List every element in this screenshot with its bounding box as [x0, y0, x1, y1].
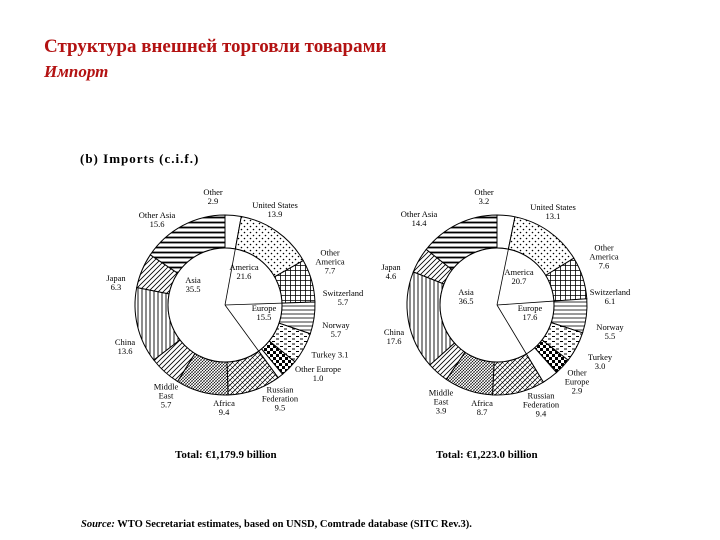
label-united-states: United States 13.9 — [252, 200, 298, 219]
pie-chart-right — [407, 215, 587, 395]
inner-label-europe: Europe 17.6 — [517, 303, 543, 322]
label-russian-federation: Russian Federation 9.5 — [261, 384, 299, 413]
source-text: WTO Secretariat estimates, based on UNSD, Comtrade database (SITC Rev.3). — [117, 519, 472, 530]
label-china: China 13.6 — [114, 337, 136, 356]
label-other-america: Other America 7.7 — [315, 247, 345, 276]
label-united-states: United States 13.1 — [530, 202, 576, 221]
label-japan: Japan 6.3 — [106, 273, 126, 292]
label-turkey: Turkey 3.1 — [311, 349, 349, 360]
inner-label-america: America 21.6 — [229, 262, 259, 281]
label-other-europe: Other Europe 2.9 — [564, 367, 590, 396]
inner-label-asia: Asia 36.5 — [458, 287, 474, 306]
pie-chart-left — [135, 215, 315, 395]
label-japan: Japan 4.6 — [381, 262, 401, 281]
total-left: Total: €1,179.9 billion — [175, 449, 277, 461]
label-china: China 17.6 — [383, 327, 405, 346]
label-other-europe: Other Europe 1.0 — [294, 364, 342, 383]
page-title: Структура внешней торговли товарами — [44, 36, 387, 57]
inner-label-america: America 20.7 — [504, 267, 534, 286]
label-middle-east: Middle East 5.7 — [153, 381, 179, 410]
label-switzerland: Switzerland 6.1 — [589, 287, 631, 306]
inner-label-asia: Asia 35.5 — [185, 275, 201, 294]
source-note — [81, 519, 472, 530]
label-turkey: Turkey 3.0 — [587, 352, 613, 371]
source-prefix: Source: — [81, 519, 115, 530]
label-africa: Africa 8.7 — [471, 398, 493, 417]
label-other-asia: Other Asia 14.4 — [400, 209, 438, 228]
page-subtitle: Импорт — [44, 62, 109, 81]
label-russian-federation: Russian Federation 9.4 — [522, 390, 560, 419]
label-norway: Norway 5.5 — [596, 322, 624, 341]
total-right: Total: €1,223.0 billion — [436, 449, 538, 461]
inner-label-europe: Europe 15.5 — [251, 303, 277, 322]
label-other-asia: Other Asia 15.6 — [138, 210, 176, 229]
label-switzerland: Switzerland 5.7 — [322, 288, 364, 307]
label-africa: Africa 9.4 — [213, 398, 235, 417]
label-norway: Norway 5.7 — [322, 320, 350, 339]
label-other: Other 2.9 — [203, 187, 223, 206]
panel-label: (b) Imports (c.i.f.) — [80, 151, 200, 166]
label-other: Other 3.2 — [474, 187, 494, 206]
label-middle-east: Middle East 3.9 — [428, 387, 454, 416]
label-other-america: Other America 7.6 — [589, 242, 619, 271]
